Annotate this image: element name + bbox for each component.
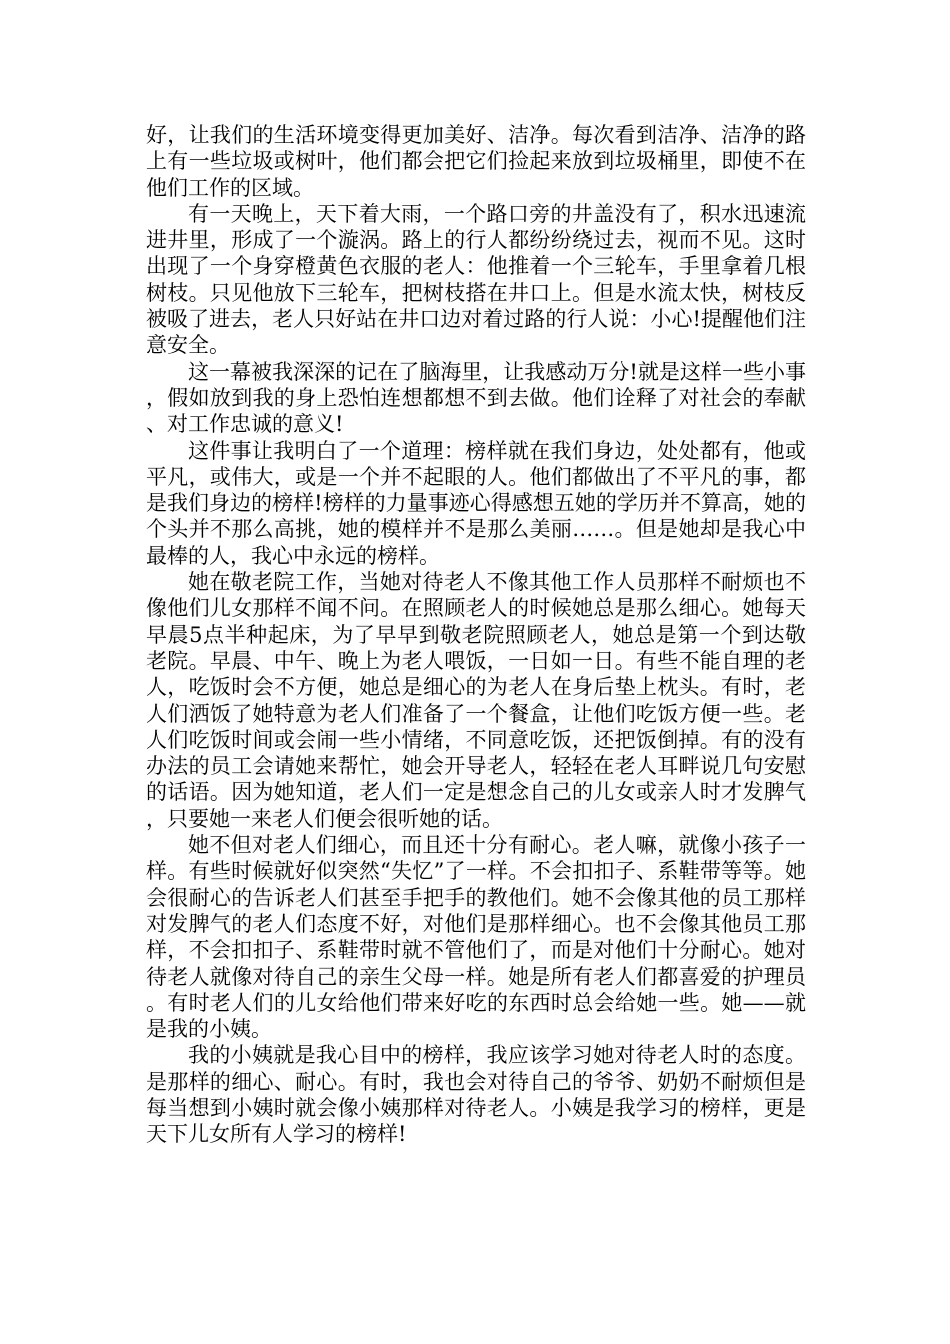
paragraph-3: 这一幕被我深深的记在了脑海里，让我感动万分!就是这样一些小事，假如放到我的身上恐怕连想都想不到去做。他们诠释了对社会的奉献、对工作忠诚的意义! bbox=[146, 359, 806, 437]
paragraph-5: 她在敬老院工作，当她对待老人不像其他工作人员那样不耐烦也不像他们儿女那样不闻不问。在照顾老人的时候她总是那么细心。她每天早晨5点半种起床，为了早早到敬老院照顾老人，她总是第一个到达敬老院。早晨、中午、晚上为老人喂饭，一日如一日。有些不能自理的老人，吃饭时会不方便，她总是细心的为老人在身后垫上枕头。有时，老人们洒饭了她特意为老人们准备了一个餐盒，让他们吃饭方便一些。老人们吃饭时间或会闹一些小情绪，不同意吃饭，还把饭倒掉。有的没有办法的员工会请她来帮忙，她会开导老人，轻轻在老人耳畔说几句安慰的话语。因为她知道，老人们一定是想念自己的儿女或亲人时才发脾气，只要她一来老人们便会很听她的话。 bbox=[146, 570, 806, 831]
document-body bbox=[146, 122, 806, 1148]
paragraph-2: 有一天晚上，天下着大雨，一个路口旁的井盖没有了，积水迅速流进井里，形成了一个漩涡。路上的行人都纷纷绕过去，视而不见。这时出现了一个身穿橙黄色衣服的老人：他推着一个三轮车，手里拿着几根树枝。只见他放下三轮车，把树枝搭在井口上。但是水流太快，树枝反被吸了进去，老人只好站在井口边对着过路的行人说：小心!提醒他们注意安全。 bbox=[146, 201, 806, 358]
paragraph-1: 好，让我们的生活环境变得更加美好、洁净。每次看到洁净、洁净的路上有一些垃圾或树叶，他们都会把它们捡起来放到垃圾桶里，即使不在他们工作的区域。 bbox=[146, 123, 806, 200]
paragraph-4: 这件事让我明白了一个道理：榜样就在我们身边，处处都有，他或平凡，或伟大，或是一个并不起眼的人。他们都做出了不平凡的事，都是我们身边的榜样!榜样的力量事迹心得感想五她的学历并不算高，她的个头并不那么高挑，她的模样并不是那么美丽……。但是她却是我心中最棒的人，我心中永远的榜样。 bbox=[146, 438, 806, 568]
paragraph-7: 我的小姨就是我心目中的榜样，我应该学习她对待老人时的态度。是那样的细心、耐心。有时，我也会对待自己的爷爷、奶奶不耐烦但是每当想到小姨时就会像小姨那样对待老人。小姨是我学习的榜样，更是天下儿女所有人学习的榜样! bbox=[146, 1043, 806, 1147]
paragraph-6: 她不但对老人们细心，而且还十分有耐心。老人嘛，就像小孩子一样。有些时候就好似突然“失忆”了一样。不会扣扣子、系鞋带等等。她会很耐心的告诉老人们甚至手把手的教他们。她不会像其他的员工那样对发脾气的老人们态度不好，对他们是那样细心。也不会像其他员工那样，不会扣扣子、系鞋带时就不管他们了，而是对他们十分耐心。她对待老人就像对待自己的亲生父母一样。她是所有老人们都喜爱的护理员。有时老人们的儿女给他们带来好吃的东西时总会给她一些。她——就是我的小姨。 bbox=[146, 833, 806, 1042]
